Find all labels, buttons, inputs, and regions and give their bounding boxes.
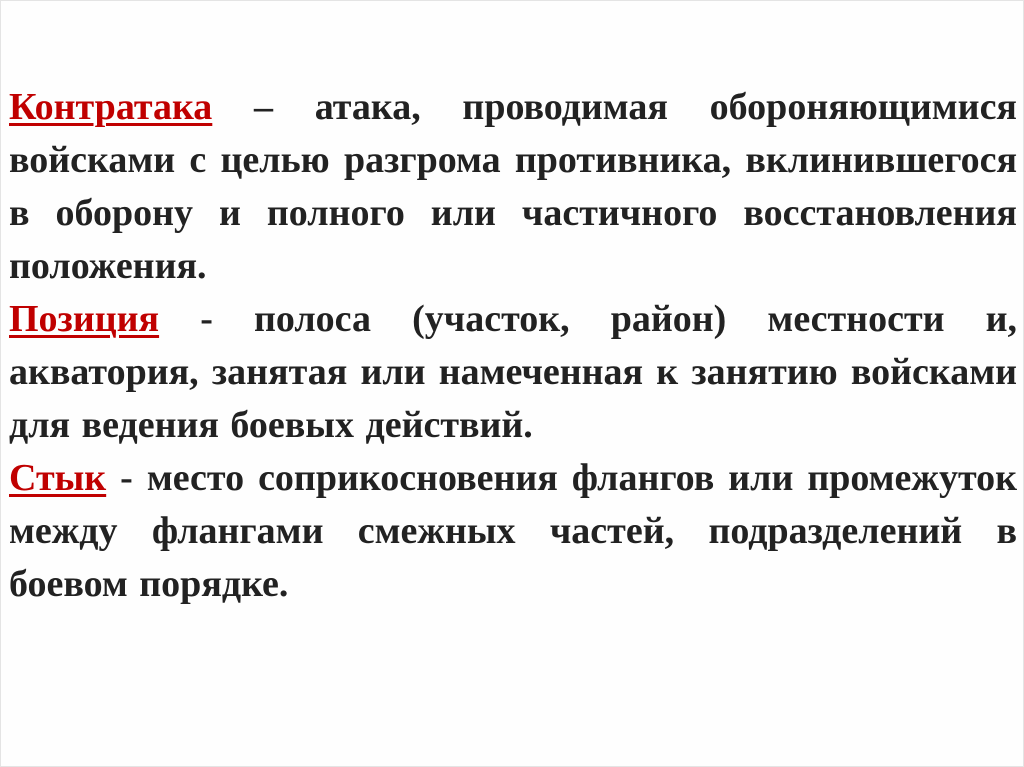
definition-separator: – [212,86,315,128]
definition-kontrataka [9,81,1017,293]
definition-separator: - [159,298,254,340]
definition-separator: - [106,457,147,499]
definition-text: место соприкосновения флангов или промежуток между флангами смежных частей, подразделений в боевом порядке. [9,457,1018,605]
term-kontrataka: Контратака [9,86,213,128]
definition-pozitsiya [9,293,1017,452]
definition-text: атака, проводимая обороняющимися войсками с целью разгрома противника, вклинившегося в оборону и полного или частичного восстановления положения. [9,86,1017,287]
definitions-block [9,81,1017,611]
definition-styk [9,452,1017,611]
definition-text: полоса (участок, район) местности и, акватория, занятая или намеченная к занятию войсками для ведения боевых действий. [9,298,1018,446]
term-pozitsiya: Позиция [9,298,160,340]
term-styk: Стык [9,457,107,499]
